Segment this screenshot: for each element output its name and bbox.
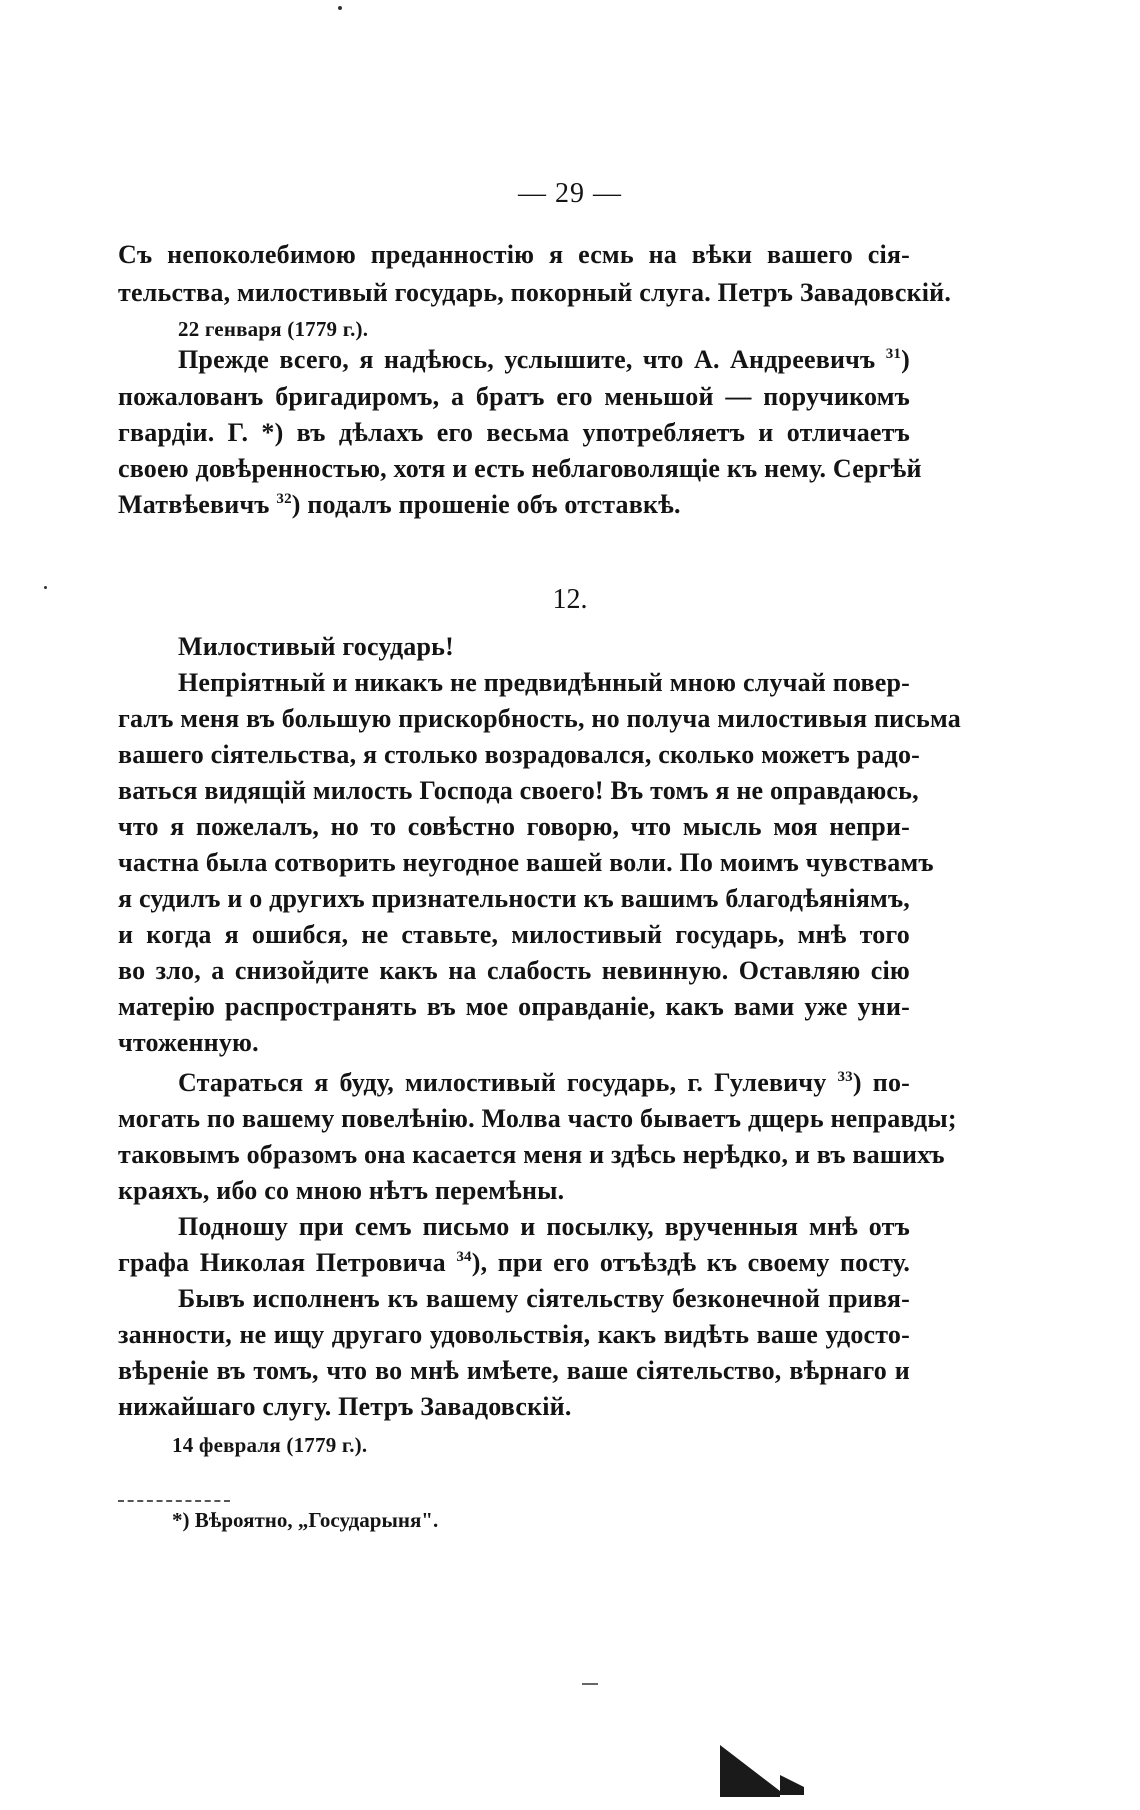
text-line: Подношу при семъ письмо и посылку, врученныя мнѣ отъ bbox=[178, 1212, 910, 1241]
ink-blot bbox=[780, 1775, 804, 1795]
text-line: чтоженную. bbox=[118, 1028, 259, 1057]
text-line: таковымъ образомъ она касается меня и здѣсь нерѣдко, и въ вашихъ bbox=[118, 1140, 945, 1169]
text-line: Бывъ исполненъ къ вашему сіятельству безконечной привя- bbox=[178, 1284, 910, 1313]
text-line: могать по вашему повелѣнію. Молва часто бываетъ дщерь неправды; bbox=[118, 1104, 957, 1133]
text-line: матерію распространять въ мое оправданіе, какъ вами уже уни- bbox=[118, 992, 910, 1021]
postscript-line bbox=[178, 343, 910, 377]
text-line bbox=[178, 1066, 910, 1100]
text-line: я судилъ и о другихъ признательности къ вашимъ благодѣяніямъ, bbox=[118, 884, 910, 913]
text-line: своею довѣренностью, хотя и есть неблаговолящіе къ нему. Сергѣй bbox=[118, 454, 922, 483]
ink-blot bbox=[720, 1745, 780, 1797]
stray-mark bbox=[338, 6, 342, 10]
text-segment: ) подалъ прошеніе объ отставкѣ. bbox=[291, 490, 681, 519]
reference-mark: $^{31}$) bbox=[885, 345, 910, 374]
letter-number: 12. bbox=[552, 584, 588, 615]
text-line: краяхъ, ибо со мною нѣтъ перемѣны. bbox=[118, 1176, 565, 1205]
reference-mark: $^{34}$), при его отъѣздѣ къ своему посту. bbox=[456, 1248, 911, 1277]
text-line bbox=[118, 1246, 910, 1280]
text-line: Съ непоколебимою преданностію я есмь на вѣки вашего сія- bbox=[118, 240, 910, 269]
reference-mark: 32 bbox=[276, 491, 292, 507]
text-line: во зло, а снизойдите какъ на слабость невинную. Оставляю сію bbox=[118, 956, 910, 985]
salutation: Милостивый государь! bbox=[178, 632, 454, 661]
footnote-divider bbox=[118, 1500, 230, 1502]
stray-mark bbox=[582, 1683, 598, 1685]
text-line bbox=[118, 488, 910, 522]
text-line: и когда я ошибся, не ставьте, милостивый государь, мнѣ того bbox=[118, 920, 910, 949]
text-line: частна была сотворить неугодное вашей воли. По моимъ чувствамъ bbox=[118, 848, 934, 877]
text-line: вашего сіятельства, я столько возрадовался, сколько можетъ радо- bbox=[118, 740, 921, 769]
text-segment: Стараться я буду, милостивый государь, г. Гулевичу bbox=[178, 1068, 827, 1097]
postscript-text: Прежде всего, я надѣюсь, услышите, что А. Андреевичъ bbox=[178, 345, 876, 374]
footnote: *) Вѣроятно, „Государыня". bbox=[172, 1508, 439, 1532]
text-line: что я пожелалъ, но то совѣстно говорю, что мысль моя непри- bbox=[118, 812, 910, 841]
text-line: занности, не ищу другаго удовольствія, какъ видѣть ваше удосто- bbox=[118, 1320, 910, 1349]
text-line: ваться видящій милость Господа своего! Въ томъ я не оправдаюсь, bbox=[118, 776, 919, 805]
letter-date: 22 генваря (1779 г.). bbox=[178, 317, 369, 341]
text-line: пожалованъ бригадиромъ, а братъ его меньшой — поручикомъ bbox=[118, 382, 910, 411]
text-segment: графа Николая Петровича bbox=[118, 1248, 446, 1277]
text-line: тельства, милостивый государь, покорный слуга. Петръ Завадовскій. bbox=[118, 278, 952, 307]
text-line: нижайшаго слугу. Петръ Завадовскій. bbox=[118, 1392, 572, 1421]
text-line: Непріятный и никакъ не предвидѣнный мною случай повер- bbox=[178, 668, 910, 697]
text-segment: Матвѣевичъ bbox=[118, 490, 270, 519]
letter-date: 14 февраля (1779 г.). bbox=[172, 1433, 368, 1457]
text-line: галъ меня въ большую прискорбность, но получа милостивыя письма bbox=[118, 704, 961, 733]
text-line: вѣреніе въ томъ, что во мнѣ имѣете, ваше сіятельство, вѣрнаго и bbox=[118, 1356, 910, 1385]
page-number: — 29 — bbox=[518, 178, 622, 209]
reference-mark: $^{33}$) по- bbox=[837, 1068, 910, 1097]
text-line: гвардіи. Г. *) въ дѣлахъ его весьма употребляетъ и отличаетъ bbox=[118, 418, 910, 447]
